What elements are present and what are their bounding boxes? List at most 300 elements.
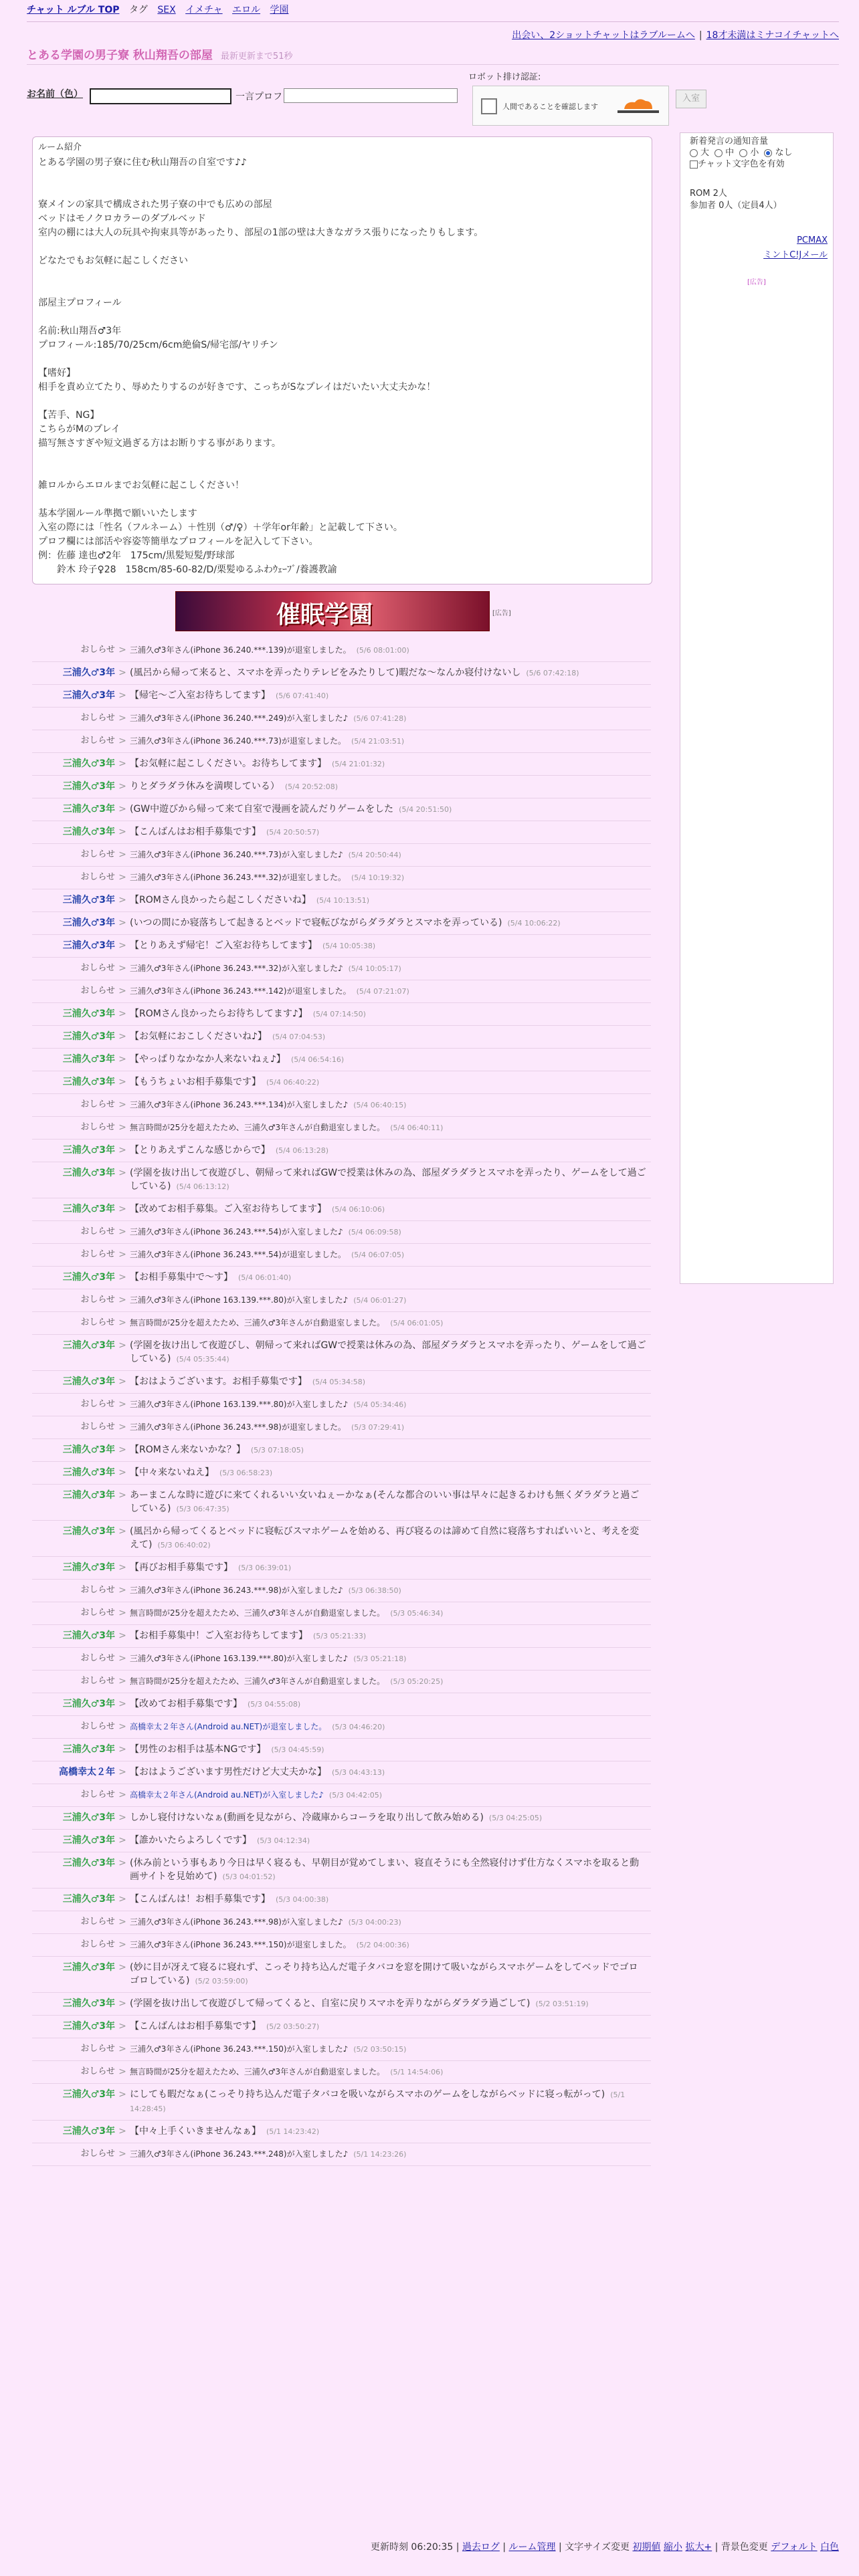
log-message: 【改めてお相手募集。ご入室お待ちしてます】: [130, 1204, 326, 1214]
log-text: [130, 916, 651, 930]
log-message: 【お相手募集中で〜す】: [130, 1272, 233, 1283]
log-text: [130, 802, 651, 817]
log-timestamp: (5/3 04:43:13): [332, 1768, 385, 1777]
log-message: (学園を抜け出して夜遊びして帰ってくると、自室に戻りスマホを弄りながらダラダラ過ごして): [130, 1998, 531, 2009]
chevron-right-icon: >: [118, 1790, 126, 1800]
log-speaker: 三浦久♂3年: [62, 827, 115, 837]
profile-input[interactable]: [284, 88, 458, 103]
log-notice-row: [32, 1602, 651, 1625]
log-speaker: 三浦久♂3年: [62, 918, 115, 928]
log-message: 三浦久♂3年さん(iPhone 36.240.***.73)が退室しました。: [130, 736, 346, 746]
log-timestamp: (5/4 10:05:38): [322, 942, 376, 950]
log-text: [130, 893, 651, 907]
log-notice-row: [32, 2143, 651, 2166]
log-speaker: 三浦久♂3年: [62, 1467, 115, 1478]
chevron-right-icon: >: [118, 827, 126, 837]
log-text: [130, 825, 651, 839]
log-speaker: おしらせ: [80, 1422, 115, 1432]
captcha-checkbox[interactable]: [481, 98, 497, 114]
log-timestamp: (5/4 06:13:12): [176, 1182, 229, 1191]
loveroom-link[interactable]: 出会い、2ショットチャットはラブルームへ: [512, 30, 695, 41]
log-timestamp: (5/4 20:50:44): [348, 851, 401, 859]
size-shrink-link[interactable]: 縮小: [663, 2542, 682, 2553]
log-timestamp: (5/3 04:01:52): [222, 1872, 276, 1881]
room-admin-link[interactable]: ルーム管理: [508, 2542, 556, 2553]
log-text: [130, 1765, 651, 1780]
sound-option-small: 小: [750, 148, 759, 158]
log-text: [130, 666, 651, 680]
log-message-row: [32, 1140, 651, 1162]
log-message-row: [32, 662, 651, 685]
log-timestamp: (5/3 04:12:34): [257, 1836, 310, 1845]
log-message-row: [32, 1739, 651, 1761]
divider: [27, 64, 839, 65]
bg-white-link[interactable]: 白色: [820, 2542, 839, 2553]
log-message-row: [32, 753, 651, 776]
log-text: [130, 1225, 651, 1239]
log-message: 三浦久♂3年さん(iPhone 36.243.***.32)が入室しました♪: [130, 964, 343, 973]
log-message: (風呂から帰って来ると、スマホを弄ったりテレビをみたりして)暇だな〜なんか寝付けないし: [130, 667, 521, 678]
log-message: 【帰宅〜ご入室お待ちしてます】: [130, 690, 270, 701]
log-notice-row: [32, 1648, 651, 1671]
log-timestamp: (5/4 07:14:50): [312, 1010, 366, 1018]
nav-eroru-link[interactable]: エロル: [232, 5, 261, 15]
log-message-row: [32, 2016, 651, 2038]
log-timestamp: (5/4 10:05:17): [348, 964, 401, 973]
enter-button[interactable]: 入室: [676, 90, 706, 108]
log-text: [130, 1121, 651, 1135]
chevron-right-icon: >: [118, 1077, 126, 1087]
log-timestamp: (5/4 06:40:11): [390, 1123, 444, 1132]
log-text: [130, 1584, 651, 1598]
chevron-right-icon: >: [118, 895, 126, 905]
chevron-right-icon: >: [118, 1168, 126, 1178]
log-timestamp: (5/2 04:00:36): [356, 1941, 409, 1949]
bg-color-label: 背景色変更: [721, 2542, 768, 2553]
log-timestamp: (5/1 14:28:45): [130, 2090, 626, 2113]
log-timestamp: (5/4 06:40:15): [353, 1101, 407, 1109]
log-timestamp: (5/4 20:50:57): [266, 828, 320, 837]
log-speaker: 三浦久♂3年: [62, 1894, 115, 1905]
log-notice-row: [32, 844, 651, 867]
log-message: 無言時間が25分を超えたため、三浦久♂3年さんが自動退室しました。: [130, 1318, 385, 1327]
log-notice-row: [32, 2061, 651, 2084]
log-message: 【中々来ないねえ】: [130, 1467, 214, 1478]
log-message: 三浦久♂3年さん(iPhone 163.139.***.80)が入室しました♪: [130, 1295, 349, 1305]
log-message: 【もうちょいお相手募集です】: [130, 1077, 261, 1087]
ad-note: [広告]: [492, 610, 511, 617]
log-message-row: [32, 821, 651, 844]
log-speaker: おしらせ: [80, 1399, 115, 1409]
log-speaker: 三浦久♂3年: [62, 1376, 115, 1387]
chevron-right-icon: >: [118, 804, 126, 815]
log-text: [130, 871, 651, 885]
log-text: [130, 757, 651, 771]
log-notice-row: [32, 1244, 651, 1267]
nav-gakuen-link[interactable]: 学園: [270, 5, 289, 15]
log-speaker: おしらせ: [80, 1099, 115, 1109]
log-speaker: 三浦久♂3年: [62, 1526, 115, 1537]
past-log-link[interactable]: 過去ログ: [462, 2542, 500, 2553]
log-message: (学園を抜け出して夜遊びし、朝帰って来ればGWで授業は休みの為、部屋ダラダラとスマホを弄ったり、ゲームをして過ごしている): [130, 1168, 646, 1192]
log-speaker: おしらせ: [80, 963, 115, 973]
chevron-right-icon: >: [118, 963, 126, 974]
chevron-right-icon: >: [118, 1295, 126, 1305]
chevron-right-icon: >: [118, 1585, 126, 1596]
chevron-right-icon: >: [118, 940, 126, 951]
name-input[interactable]: [90, 88, 231, 104]
chevron-right-icon: >: [118, 2044, 126, 2054]
rom-count: ROM 2人: [690, 189, 727, 199]
log-message: 三浦久♂3年さん(iPhone 36.243.***.134)が入室しました♪: [130, 1100, 349, 1109]
page-title: [27, 45, 292, 62]
chevron-right-icon: >: [118, 1812, 126, 1823]
log-message-row: [32, 1693, 651, 1716]
log-notice-row: [32, 1934, 651, 1957]
log-speaker: おしらせ: [80, 1226, 115, 1237]
log-notice-row: [32, 1911, 651, 1934]
chevron-right-icon: >: [118, 1526, 126, 1537]
log-message-row: [32, 1026, 651, 1049]
log-text: [130, 1788, 651, 1802]
sound-option-large: 大: [700, 148, 710, 158]
log-speaker: おしらせ: [80, 849, 115, 859]
checkbox-icon[interactable]: [690, 160, 698, 169]
chevron-right-icon: >: [118, 2089, 126, 2100]
log-speaker: 三浦久♂3年: [62, 758, 115, 769]
chevron-right-icon: >: [118, 1008, 126, 1019]
log-message: 【ROMさん良かったら起こしくださいね】: [130, 895, 311, 905]
log-message-row: [32, 1830, 651, 1852]
log-message: 【ROMさん来ないかな？】: [130, 1444, 246, 1455]
room-intro-text: とある学園の男子寮に住む秋山翔吾の自室です♪♪ 寮メインの家具で構成された男子寮の中でも広めの部屋 ベッドはモノクロカラーのダブルベッド 室内の棚には大人の玩具や拘束具等があったり、部屋の1部の壁は大きなガラス張りになったりもします。 どなたでもお気軽に起こしください 部屋主プロフィール 名前:秋山翔吾♂3年 プロフィール:185/70/25cm/6cm絶倫S/帰宅部/ヤリチン 【嗜好】 相手を責め立てたり、辱めたりするのが好きです、こっちがSなプレイはだいたい大丈夫かな！ 【苦手、NG】 こちらがMのプレイ 描写無さすぎや短文過ぎる方はお断りする事があります。 雑ロルからエロルまでお気軽に起こしください！ 基本学園ルール準拠で願いいたします 入室の際には「性名（フルネーム）＋性別（♂/♀）＋学年or年齢」と記載して下さい。 プロフ欄には部活や容姿等簡単なプロフィールを記入して下さい。 例：佐藤 達也♂2年 175cm/黒髪短髪/野球部 鈴木 玲子♀28 158cm/85-60-82/D/栗髪ゆるふわｳｪｰﾌﾞ/養護教諭: [38, 157, 484, 575]
log-notice-row: [32, 1784, 651, 1807]
log-notice-row: [32, 708, 651, 730]
log-message-row: [32, 1993, 651, 2016]
sound-options: [690, 147, 795, 158]
minakoi-link[interactable]: 18才未満はミナコイチャットへ: [706, 30, 839, 41]
log-speaker: おしらせ: [80, 1790, 115, 1800]
log-timestamp: (5/3 04:45:59): [271, 1745, 324, 1754]
log-notice-row: [32, 1289, 651, 1312]
chevron-right-icon: >: [118, 1699, 126, 1709]
log-text: [130, 1489, 651, 1516]
log-text: [130, 1075, 651, 1089]
log-timestamp: (5/3 05:20:25): [390, 1677, 444, 1686]
radio-icon[interactable]: [690, 149, 698, 157]
log-speaker: 三浦久♂3年: [62, 1858, 115, 1868]
log-message-row: [32, 1267, 651, 1289]
chevron-right-icon: >: [118, 1490, 126, 1501]
log-message-row: [32, 1485, 651, 1521]
log-speaker: 三浦久♂3年: [62, 1077, 115, 1087]
chevron-right-icon: >: [118, 713, 126, 724]
log-message: 三浦久♂3年さん(iPhone 36.243.***.150)が入室しました♪: [130, 2044, 349, 2054]
log-message: 【ROMさん良かったらお待ちしてます♪】: [130, 1008, 308, 1019]
log-text: [130, 1834, 651, 1848]
log-notice-row: [32, 2038, 651, 2061]
log-message-row: [32, 798, 651, 821]
log-message: 【おはようございます。お相手募集です】: [130, 1376, 307, 1387]
log-notice-row: [32, 1394, 651, 1416]
log-message: 【とりあえずこんな感じからで】: [130, 1145, 270, 1156]
nav-sex-link[interactable]: SEX: [157, 5, 176, 15]
log-timestamp: (5/4 06:10:06): [332, 1205, 385, 1214]
log-message-row: [32, 1957, 651, 1993]
chevron-right-icon: >: [118, 1399, 126, 1410]
nav-tag-link[interactable]: タグ: [128, 5, 148, 15]
log-timestamp: (5/1 14:54:06): [390, 2068, 444, 2076]
room-title: とある学園の男子寮 秋山翔吾の部屋: [27, 49, 213, 62]
log-text: [130, 712, 651, 726]
log-speaker: 三浦久♂3年: [62, 1054, 115, 1065]
chevron-right-icon: >: [118, 690, 126, 701]
log-speaker: 三浦久♂3年: [62, 1744, 115, 1755]
log-message-row: [32, 1521, 651, 1557]
sidebar: [680, 132, 834, 1284]
radio-icon[interactable]: [714, 149, 723, 157]
log-text: [130, 1098, 651, 1112]
log-message: 【こんばんはお相手募集です】: [130, 827, 261, 837]
log-text: [130, 1997, 651, 2011]
chevron-right-icon: >: [118, 918, 126, 928]
log-timestamp: (5/3 04:55:08): [248, 1700, 301, 1709]
log-text: [130, 1316, 651, 1330]
log-speaker: おしらせ: [80, 1317, 115, 1327]
ad-banner[interactable]: [175, 591, 490, 631]
radio-selected-icon[interactable]: [764, 149, 772, 157]
log-timestamp: (5/3 04:00:38): [276, 1895, 329, 1904]
log-speaker: 三浦久♂3年: [62, 1835, 115, 1846]
log-message: 【こんばんはお相手募集です】: [130, 2021, 261, 2032]
log-text: [130, 1339, 651, 1366]
log-message-row: [32, 1335, 651, 1371]
chevron-right-icon: >: [118, 986, 126, 996]
log-message: 三浦久♂3年さん(iPhone 36.243.***.98)が入室しました♪: [130, 1586, 343, 1595]
log-message-row: [32, 1049, 651, 1071]
log-notice-row: [32, 1117, 651, 1140]
log-text: [130, 1915, 651, 1929]
log-text: [130, 1629, 651, 1643]
log-notice-row: [32, 958, 651, 980]
log-message: 【再びお相手募集です】: [130, 1562, 233, 1573]
log-notice-row: [32, 1671, 651, 1693]
log-message: 三浦久♂3年さん(iPhone 36.243.***.32)が退室しました。: [130, 873, 346, 882]
log-message-row: [32, 935, 651, 958]
log-message: 三浦久♂3年さん(iPhone 36.243.***.98)が退室しました。: [130, 1422, 346, 1432]
robot-label: ロボット排け認証:: [468, 72, 541, 82]
chevron-right-icon: >: [118, 758, 126, 769]
log-text: [130, 1606, 651, 1620]
chevron-right-icon: >: [118, 1249, 126, 1260]
log-message: 三浦久♂3年さん(iPhone 36.243.***.248)が入室しました♪: [130, 2149, 349, 2159]
captcha-text: 人間であることを確認します: [502, 102, 598, 111]
log-speaker: 三浦久♂3年: [62, 1008, 115, 1019]
chevron-right-icon: >: [118, 1226, 126, 1237]
log-text: [130, 939, 651, 953]
chevron-right-icon: >: [118, 1767, 126, 1778]
log-timestamp: (5/2 03:59:00): [195, 1977, 248, 1985]
log-timestamp: (5/6 08:01:00): [356, 646, 409, 655]
log-message-row: [32, 1071, 651, 1094]
log-speaker: おしらせ: [80, 1721, 115, 1731]
log-text: [130, 848, 651, 862]
log-message: 【お気軽におこしくださいね♪】: [130, 1031, 267, 1042]
captcha-widget: [472, 86, 669, 126]
cloudflare-logo-icon: [615, 96, 662, 116]
header-links: [512, 28, 839, 41]
sidebar-links: [763, 233, 828, 263]
log-timestamp: (5/4 06:09:58): [348, 1228, 401, 1237]
chevron-right-icon: >: [118, 2126, 126, 2137]
log-speaker: 三浦久♂3年: [62, 1998, 115, 2009]
chevron-right-icon: >: [118, 1422, 126, 1432]
log-speaker: 三浦久♂3年: [62, 895, 115, 905]
mintc-link[interactable]: ミントC!Jメール: [763, 250, 828, 260]
log-text: [130, 1525, 651, 1552]
log-message: 三浦久♂3年さん(iPhone 36.243.***.54)が退室しました。: [130, 1250, 346, 1259]
log-text: [130, 2125, 651, 2139]
log-text: [130, 1007, 651, 1021]
chevron-right-icon: >: [118, 1099, 126, 1110]
chevron-right-icon: >: [118, 1894, 126, 1905]
log-timestamp: (5/4 06:01:40): [238, 1273, 292, 1282]
chevron-right-icon: >: [118, 736, 126, 746]
nav-top-link[interactable]: チャット ルブル TOP: [27, 5, 120, 15]
log-timestamp: (5/4 05:35:44): [176, 1355, 229, 1364]
chevron-right-icon: >: [118, 1122, 126, 1133]
bg-default-link[interactable]: デフォルト: [771, 2542, 818, 2553]
log-speaker: 三浦久♂3年: [62, 1699, 115, 1709]
log-message-row: [32, 2084, 651, 2121]
log-text: [130, 1720, 651, 1734]
log-text: [130, 2088, 651, 2116]
log-message-row: [32, 1761, 651, 1784]
log-message: 【中々上手くいきませんなぁ】: [130, 2126, 261, 2137]
chevron-right-icon: >: [118, 1653, 126, 1664]
log-text: [130, 1743, 651, 1757]
log-text: [130, 2065, 651, 2079]
radio-icon[interactable]: [739, 149, 747, 157]
log-timestamp: (5/4 10:13:51): [316, 896, 370, 905]
log-timestamp: (5/3 05:21:33): [313, 1632, 367, 1640]
log-speaker: 三浦久♂3年: [62, 1630, 115, 1641]
log-speaker: 高橋幸太２年: [59, 1767, 115, 1778]
log-speaker: 三浦久♂3年: [62, 940, 115, 951]
log-message: 高橋幸太２年さん(Android au.NET)が入室しました♪: [130, 1790, 324, 1800]
chevron-right-icon: >: [118, 1054, 126, 1065]
log-text: [130, 734, 651, 748]
log-message: (いつの間にか寝落ちして起きるとベッドで寝転びながらダラダラとスマホを弄っている): [130, 918, 502, 928]
log-message: 三浦久♂3年さん(iPhone 36.243.***.98)が入室しました♪: [130, 1917, 343, 1927]
chat-log: [32, 639, 651, 2166]
log-speaker: 三浦久♂3年: [62, 1962, 115, 1973]
log-message-row: [32, 1807, 651, 1830]
log-text: [130, 689, 651, 703]
log-message: 三浦久♂3年さん(iPhone 36.240.***.73)が入室しました♪: [130, 850, 343, 859]
room-intro-heading: ルーム紹介: [38, 142, 82, 152]
log-message: (休み前という事もあり今日は早く寝るも、早朝目が覚めてしまい、寝直そうにも全然寝付けず仕方なくスマホを取ると動画サイトを見始めて): [130, 1858, 640, 1882]
log-message-row: [32, 1198, 651, 1221]
log-timestamp: (5/3 06:39:01): [238, 1564, 292, 1572]
log-message: 【おはようございます男性だけど大丈夫かな】: [130, 1767, 326, 1778]
log-speaker: 三浦久♂3年: [62, 804, 115, 815]
log-speaker: おしらせ: [80, 1122, 115, 1132]
chevron-right-icon: >: [118, 1145, 126, 1156]
log-timestamp: (5/4 20:51:50): [399, 805, 452, 814]
log-timestamp: (5/2 03:50:15): [353, 2045, 407, 2054]
log-timestamp: (5/4 07:21:07): [356, 987, 409, 996]
log-message-row: [32, 1889, 651, 1911]
log-speaker: おしらせ: [80, 2044, 115, 2054]
chevron-right-icon: >: [118, 1272, 126, 1283]
log-message-row: [32, 912, 651, 935]
name-label: お名前（色）: [27, 89, 83, 100]
log-text: [130, 1144, 651, 1158]
log-notice-row: [32, 730, 651, 753]
log-text: [130, 1166, 651, 1194]
log-message: 三浦久♂3年さん(iPhone 36.243.***.54)が入室しました♪: [130, 1227, 343, 1237]
chevron-right-icon: >: [118, 645, 126, 655]
log-text: [130, 1697, 651, 1711]
log-text: [130, 1443, 651, 1457]
size-enlarge-link[interactable]: 拡大+: [685, 2542, 712, 2553]
updated-time: 更新時刻 06:20:35: [370, 2542, 454, 2553]
text-size-label: 文字サイズ変更: [565, 2542, 630, 2553]
log-timestamp: (5/3 04:46:20): [332, 1723, 385, 1731]
log-speaker: 三浦久♂3年: [62, 1168, 115, 1178]
chevron-right-icon: >: [118, 872, 126, 883]
pcmax-link[interactable]: PCMAX: [797, 235, 828, 245]
log-message: 三浦久♂3年さん(iPhone 163.139.***.80)が入室しました♪: [130, 1400, 349, 1409]
log-timestamp: (5/3 07:29:41): [351, 1423, 405, 1432]
log-timestamp: (5/3 06:38:50): [348, 1586, 401, 1595]
log-notice-row: [32, 1094, 651, 1117]
size-default-link[interactable]: 初期値: [632, 2542, 661, 2553]
log-timestamp: (5/6 07:41:40): [276, 691, 329, 700]
chevron-right-icon: >: [118, 2021, 126, 2032]
log-message-row: [32, 889, 651, 912]
log-message: (GW中遊びから帰って来て自室で漫画を読んだりゲームをした: [130, 804, 394, 815]
chevron-right-icon: >: [118, 1562, 126, 1573]
log-timestamp: (5/3 06:40:02): [157, 1541, 211, 1549]
log-text: [130, 1271, 651, 1285]
log-speaker: 三浦久♂3年: [62, 1812, 115, 1823]
chevron-right-icon: >: [118, 1917, 126, 1927]
banner-text: 催眠学園: [276, 601, 373, 629]
log-text: [130, 1961, 651, 1988]
log-text: [130, 1375, 651, 1389]
log-message: 【お相手募集中！ご入室お待ちしてます】: [130, 1630, 308, 1641]
log-text: [130, 1053, 651, 1067]
log-speaker: おしらせ: [80, 2149, 115, 2159]
log-message: 【とりあえず帰宅！ご入室お待ちしてます】: [130, 940, 317, 951]
log-timestamp: (5/4 06:01:27): [353, 1296, 407, 1305]
log-message-row: [32, 1557, 651, 1580]
log-text: [130, 643, 651, 657]
log-text: [130, 1202, 651, 1216]
log-text: [130, 1675, 651, 1689]
log-message-row: [32, 685, 651, 708]
log-text: [130, 962, 651, 976]
log-speaker: おしらせ: [80, 1295, 115, 1305]
log-notice-row: [32, 1580, 651, 1602]
chevron-right-icon: >: [118, 849, 126, 860]
log-timestamp: (5/4 06:01:05): [390, 1319, 444, 1327]
nav-imecha-link[interactable]: イメチャ: [185, 5, 223, 15]
log-message: 高橋幸太２年さん(Android au.NET)が退室しました。: [130, 1722, 327, 1731]
log-notice-row: [32, 980, 651, 1003]
